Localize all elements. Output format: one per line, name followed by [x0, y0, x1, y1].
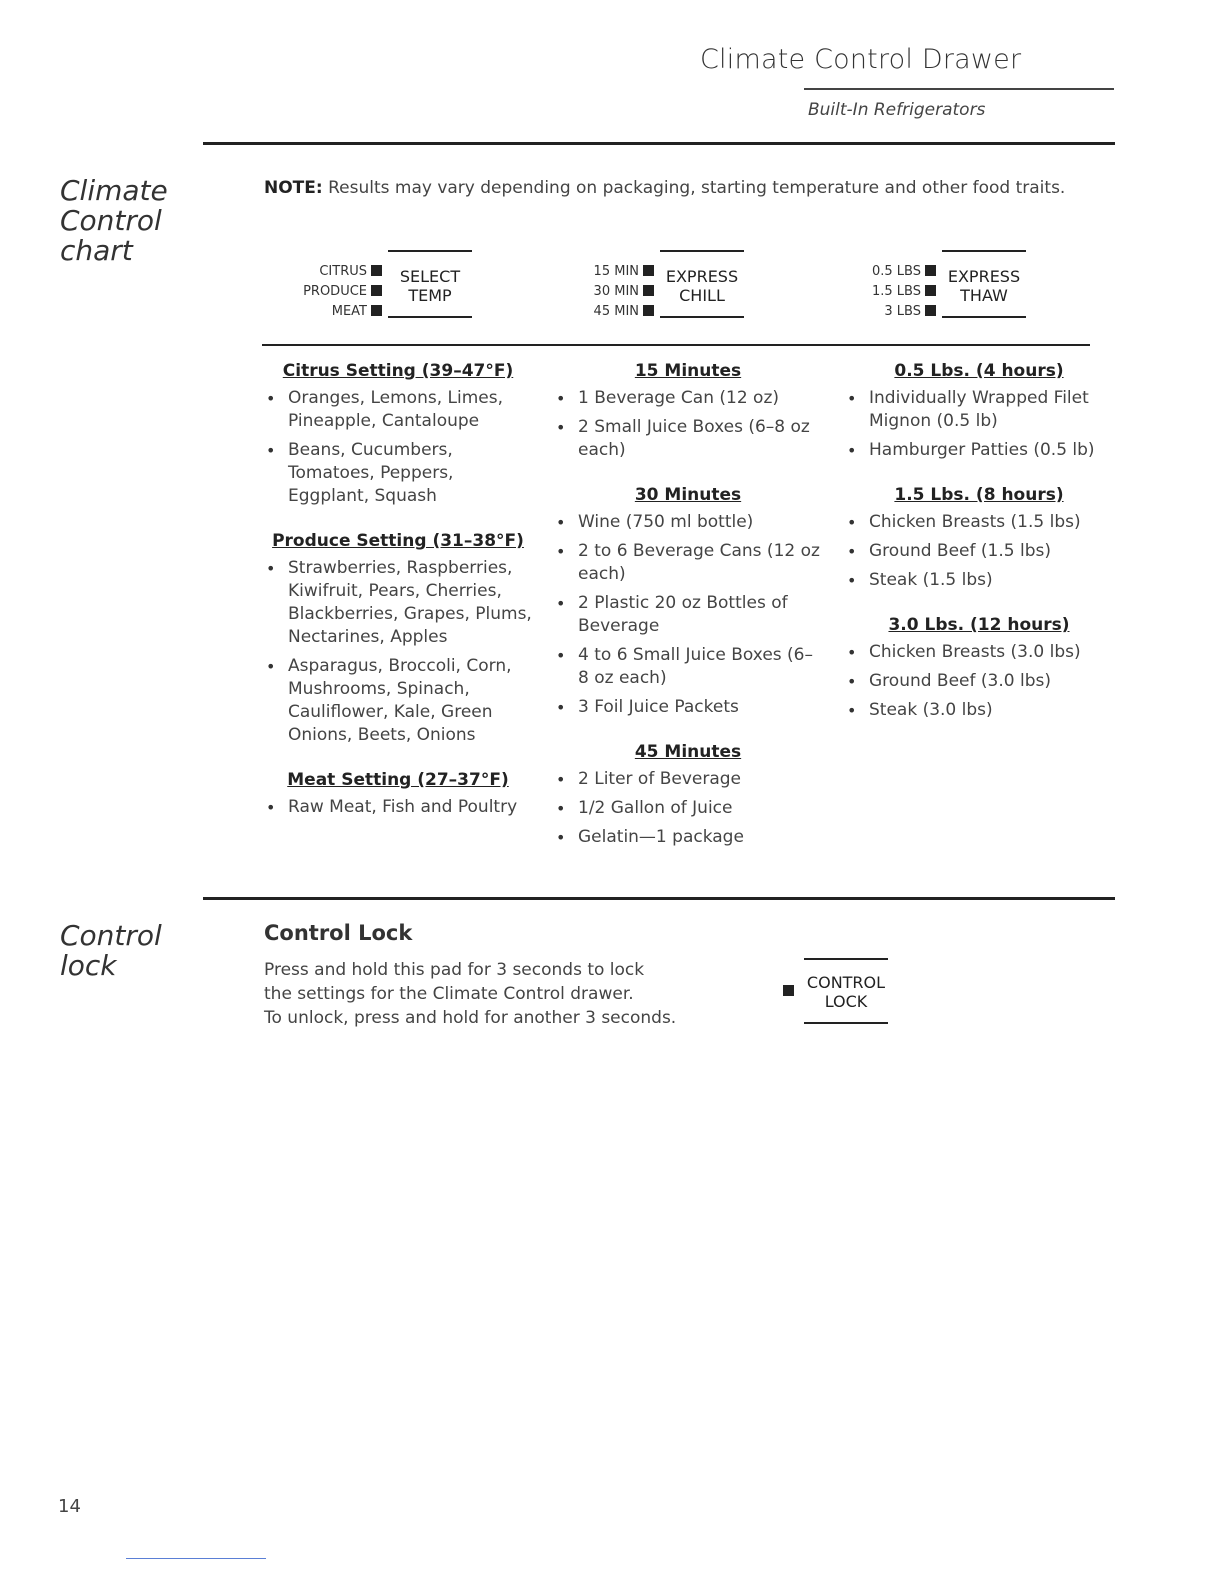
- column-temp-settings: [264, 360, 532, 841]
- page-number: 14: [58, 1496, 81, 1517]
- section-heading: 1.5 Lbs. (8 hours): [894, 485, 1064, 505]
- sidebar-heading-line: lock: [60, 949, 117, 982]
- list-item: • Chicken Breasts (1.5 lbs): [845, 511, 1113, 534]
- option-3-lbs[interactable]: [872, 302, 936, 322]
- option-produce[interactable]: [303, 282, 382, 302]
- section-heading: 3.0 Lbs. (12 hours): [888, 615, 1070, 635]
- produce-section: [264, 530, 532, 747]
- indicator-light: [371, 265, 382, 276]
- list-item: • Ground Beef (3.0 lbs): [845, 670, 1113, 693]
- select-temp-button[interactable]: [388, 250, 472, 318]
- control-lock-button[interactable]: [804, 958, 888, 1024]
- thaw-0-5-section: [845, 360, 1113, 462]
- list-item: • 2 Small Juice Boxes (6–8 oz each): [554, 416, 822, 462]
- option-citrus[interactable]: [303, 262, 382, 282]
- section-heading: Produce Setting (31–38°F): [272, 531, 524, 551]
- list-item: • Steak (3.0 lbs): [845, 699, 1113, 722]
- option-1-5-lbs[interactable]: [872, 282, 936, 302]
- list-item: • Raw Meat, Fish and Poultry: [264, 796, 532, 819]
- thaw-1-5-section: [845, 484, 1113, 592]
- option-meat[interactable]: [303, 302, 382, 322]
- section-divider-top: [203, 142, 1115, 145]
- page-subtitle: Built-In Refrigerators: [808, 100, 986, 120]
- button-label: CONTROL: [806, 973, 886, 992]
- select-temp-options: [303, 262, 382, 322]
- chart-divider: [262, 344, 1090, 346]
- list-item: • 2 Liter of Beverage: [554, 768, 822, 791]
- section-heading: 45 Minutes: [634, 742, 742, 762]
- indicator-light: [925, 305, 936, 316]
- control-lock-indicator-light: [783, 985, 794, 996]
- express-thaw-button[interactable]: [942, 250, 1026, 318]
- section-heading: 0.5 Lbs. (4 hours): [894, 361, 1064, 381]
- sidebar-heading-line: Climate: [60, 174, 168, 207]
- section-heading: Meat Setting (27–37°F): [287, 770, 509, 790]
- button-label: THAW: [960, 286, 1008, 305]
- option-15-min[interactable]: [594, 262, 654, 282]
- express-chill-button[interactable]: [660, 250, 744, 318]
- button-label: CHILL: [679, 286, 725, 305]
- indicator-light: [371, 285, 382, 296]
- list-item: • Hamburger Patties (0.5 lb): [845, 439, 1113, 462]
- control-lock-title: Control Lock: [264, 921, 413, 945]
- control-lock-instructions: [264, 958, 724, 1030]
- sidebar-heading-climate-chart: [60, 176, 168, 266]
- select-temp-panel: [262, 250, 472, 322]
- section-heading: 30 Minutes: [634, 485, 742, 505]
- instruction-line: Press and hold this pad for 3 seconds to lock: [264, 960, 645, 980]
- column-express-thaw: [845, 360, 1113, 744]
- option-label: MEAT: [331, 304, 367, 319]
- citrus-section: [264, 360, 532, 508]
- list-item: • Ground Beef (1.5 lbs): [845, 540, 1113, 563]
- express-thaw-panel: [812, 250, 1026, 322]
- section-heading: Citrus Setting (39–47°F): [282, 361, 514, 381]
- header-rule: [804, 88, 1114, 90]
- list-item: • Asparagus, Broccoli, Corn, Mushrooms, Spinach, Cauliflower, Kale, Green Onions, Beets, Onions: [264, 655, 532, 747]
- list-item: • 3 Foil Juice Packets: [554, 696, 822, 719]
- sidebar-heading-control-lock: [60, 921, 162, 981]
- list-item: • Wine (750 ml bottle): [554, 511, 822, 534]
- indicator-light: [643, 265, 654, 276]
- option-0-5-lbs[interactable]: [872, 262, 936, 282]
- sidebar-heading-line: chart: [60, 234, 133, 267]
- button-label: EXPRESS: [665, 267, 739, 286]
- list-item: • 1/2 Gallon of Juice: [554, 797, 822, 820]
- option-label: 0.5 LBS: [872, 264, 921, 279]
- chill-45-section: [554, 741, 822, 849]
- thaw-3-0-section: [845, 614, 1113, 722]
- button-label: SELECT: [399, 267, 461, 286]
- button-label: EXPRESS: [947, 267, 1021, 286]
- note-text: Results may vary depending on packaging, starting temperature and other food traits.: [328, 178, 1066, 198]
- page-title: Climate Control Drawer: [700, 44, 1022, 75]
- chill-15-section: [554, 360, 822, 462]
- instruction-line: To unlock, press and hold for another 3 seconds.: [264, 1008, 677, 1028]
- button-label: LOCK: [824, 992, 868, 1011]
- express-chill-panel: [532, 250, 744, 322]
- express-thaw-options: [872, 262, 936, 322]
- list-item: • Gelatin—1 package: [554, 826, 822, 849]
- option-label: PRODUCE: [303, 284, 367, 299]
- option-label: 45 MIN: [593, 304, 639, 319]
- option-label: 1.5 LBS: [872, 284, 921, 299]
- list-item: • Beans, Cucumbers, Tomatoes, Peppers, Eggplant, Squash: [264, 439, 532, 508]
- indicator-light: [925, 285, 936, 296]
- list-item: • 4 to 6 Small Juice Boxes (6–8 oz each): [554, 644, 822, 690]
- section-divider-bottom: [203, 897, 1115, 900]
- meat-section: [264, 769, 532, 819]
- sidebar-heading-line: Control: [60, 919, 162, 952]
- option-30-min[interactable]: [594, 282, 654, 302]
- section-heading: 15 Minutes: [634, 361, 742, 381]
- option-45-min[interactable]: [594, 302, 654, 322]
- indicator-light: [371, 305, 382, 316]
- list-item: • 2 to 6 Beverage Cans (12 oz each): [554, 540, 822, 586]
- option-label: 3 LBS: [884, 304, 921, 319]
- sidebar-heading-line: Control: [60, 204, 162, 237]
- button-label: TEMP: [408, 286, 452, 305]
- express-chill-options: [594, 262, 654, 322]
- note: [264, 178, 1065, 198]
- indicator-light: [925, 265, 936, 276]
- indicator-light: [643, 285, 654, 296]
- option-label: 30 MIN: [593, 284, 639, 299]
- indicator-light: [643, 305, 654, 316]
- instruction-line: the settings for the Climate Control drawer.: [264, 984, 634, 1004]
- list-item: • Oranges, Lemons, Limes, Pineapple, Cantaloupe: [264, 387, 532, 433]
- list-item: • 1 Beverage Can (12 oz): [554, 387, 822, 410]
- footer-line: [126, 1558, 266, 1559]
- list-item: • Strawberries, Raspberries, Kiwifruit, Pears, Cherries, Blackberries, Grapes, Plums, Nectarines, Apples: [264, 557, 532, 649]
- list-item: • Steak (1.5 lbs): [845, 569, 1113, 592]
- chill-30-section: [554, 484, 822, 719]
- note-label: NOTE:: [264, 178, 323, 198]
- list-item: • Chicken Breasts (3.0 lbs): [845, 641, 1113, 664]
- list-item: • 2 Plastic 20 oz Bottles of Beverage: [554, 592, 822, 638]
- list-item: • Individually Wrapped Filet Mignon (0.5 lb): [845, 387, 1113, 433]
- column-express-chill: [554, 360, 822, 871]
- option-label: CITRUS: [319, 264, 367, 279]
- option-label: 15 MIN: [593, 264, 639, 279]
